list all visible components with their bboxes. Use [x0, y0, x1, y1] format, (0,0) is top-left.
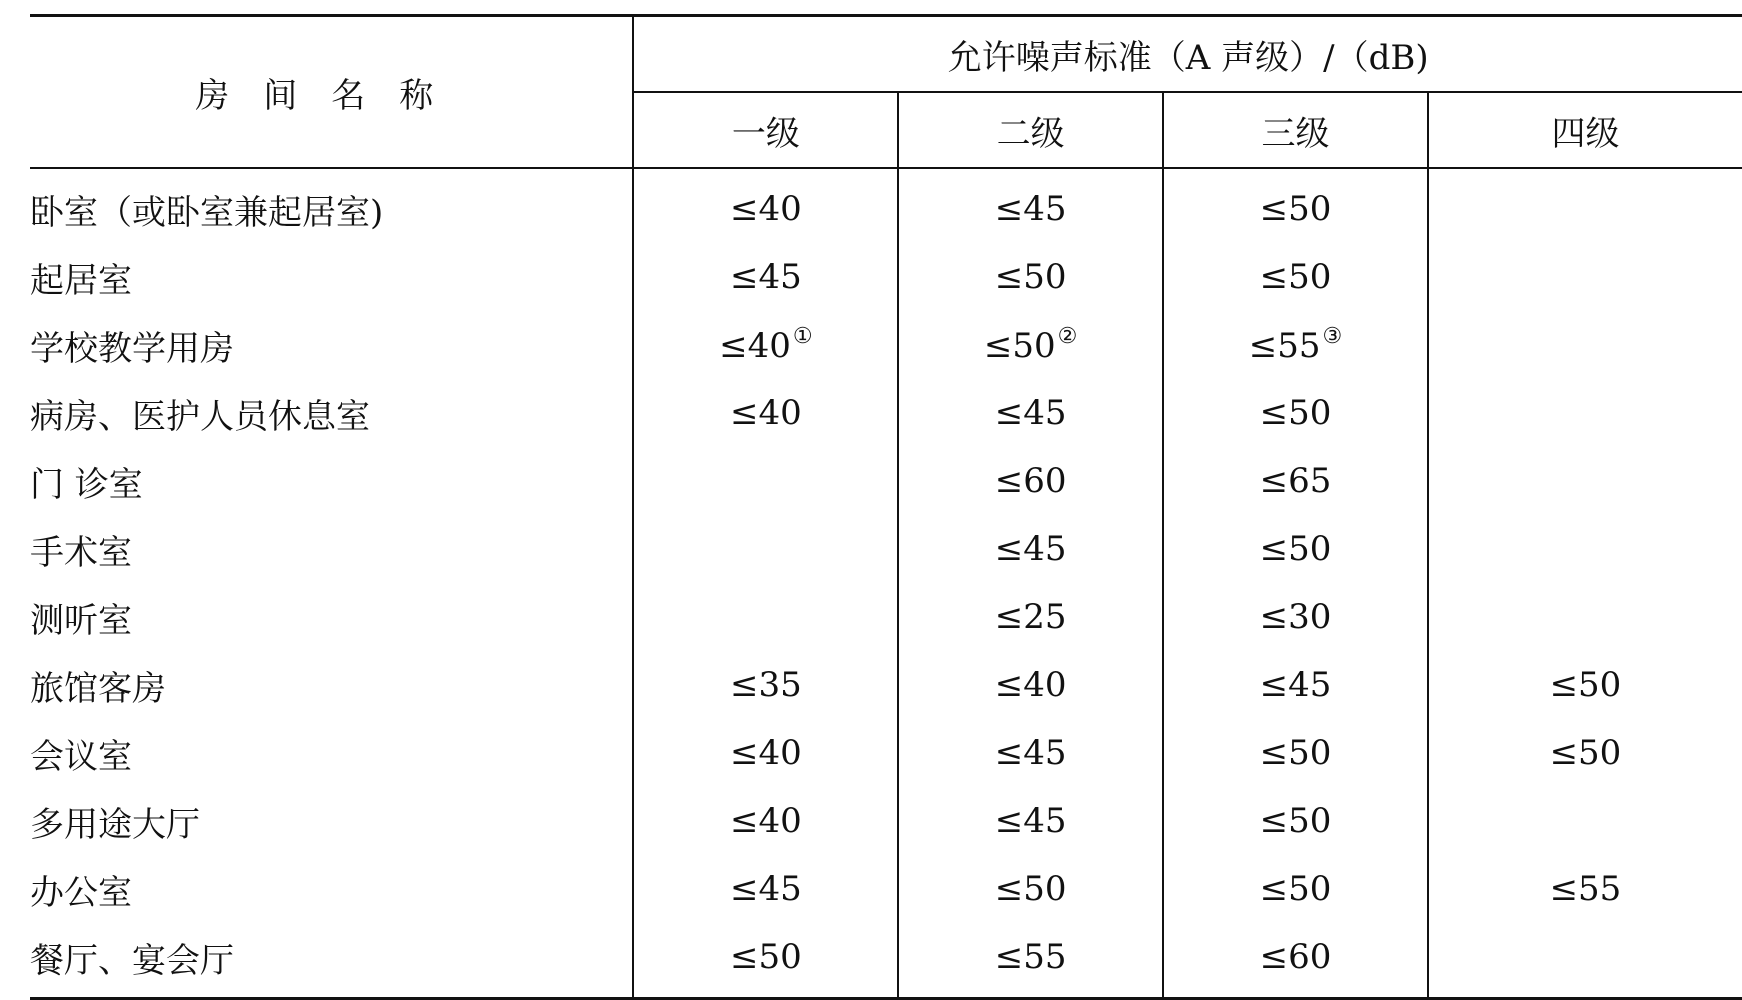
level-2-value-cell	[898, 243, 1163, 311]
level-1-value-cell	[633, 719, 898, 787]
noise-limit-value: ≤55	[1549, 869, 1622, 909]
noise-limit-value: ≤45	[729, 869, 802, 909]
room-name-cell: 办公室	[30, 872, 132, 913]
room-name-cell: 门 诊室	[30, 464, 143, 505]
level-1-value-cell	[633, 787, 898, 855]
noise-limit-value: ≤50	[1259, 257, 1332, 297]
table-row	[30, 379, 1742, 447]
level-3-value-cell	[1163, 923, 1428, 999]
table-row	[30, 719, 1742, 787]
level-3-value-cell	[1163, 787, 1428, 855]
noise-limit-value: ≤40	[729, 801, 802, 841]
noise-limit-value: ≤45	[994, 529, 1067, 569]
noise-limit-value: ≤45	[994, 801, 1067, 841]
level-1-value-cell	[633, 855, 898, 923]
room-name-cell: 起居室	[30, 260, 132, 301]
table-row	[30, 923, 1742, 999]
footnote-marker: ③	[1322, 324, 1343, 349]
noise-standard-table	[30, 14, 1742, 1000]
level-1-value-cell	[633, 583, 898, 651]
level-3-value-cell	[1163, 719, 1428, 787]
noise-limit-value: ≤40	[729, 393, 802, 433]
room-name-cell: 餐厅、宴会厅	[30, 940, 234, 981]
level-1-value-cell	[633, 379, 898, 447]
room-name-cell: 多用途大厅	[30, 804, 200, 845]
level-3-value-cell	[1163, 583, 1428, 651]
noise-limit-value: ≤25	[994, 597, 1067, 637]
noise-limit-value: ≤45	[994, 189, 1067, 229]
noise-limit-value: ≤40	[994, 665, 1067, 705]
level-1-value-cell	[633, 447, 898, 515]
level-4-value-cell	[1428, 311, 1742, 379]
room-name-cell: 旅馆客房	[30, 668, 166, 709]
room-name-cell: 学校教学用房	[30, 328, 234, 369]
noise-limit-value: ≤50	[1259, 801, 1332, 841]
level-4-value-cell	[1428, 243, 1742, 311]
level-3-header: 三级	[1163, 92, 1428, 168]
noise-limit-value: ≤50	[983, 326, 1056, 366]
level-2-value-cell	[898, 923, 1163, 999]
table-row	[30, 583, 1742, 651]
level-4-value-cell	[1428, 447, 1742, 515]
table-row	[30, 168, 1742, 243]
level-4-value-cell	[1428, 168, 1742, 243]
level-3-value-cell	[1163, 311, 1428, 379]
level-3-value-cell	[1163, 379, 1428, 447]
table-row	[30, 651, 1742, 719]
level-3-value-cell	[1163, 515, 1428, 583]
level-3-value-cell	[1163, 855, 1428, 923]
table-row	[30, 243, 1742, 311]
level-4-value-cell	[1428, 855, 1742, 923]
noise-limit-value: ≤45	[994, 393, 1067, 433]
footnote-marker: ①	[792, 324, 813, 349]
table-row	[30, 311, 1742, 379]
level-1-value-cell	[633, 651, 898, 719]
noise-limit-value: ≤50	[994, 869, 1067, 909]
level-2-value-cell	[898, 379, 1163, 447]
noise-limit-value: ≤40	[729, 189, 802, 229]
level-1-header: 一级	[633, 92, 898, 168]
noise-limit-value: ≤50	[1259, 529, 1332, 569]
level-4-value-cell	[1428, 583, 1742, 651]
noise-limit-value: ≤50	[1549, 665, 1622, 705]
noise-limit-value: ≤50	[1259, 733, 1332, 773]
noise-limit-value: ≤65	[1259, 461, 1332, 501]
noise-level-group-header: 允许噪声标准（A 声级）/（dB)	[633, 16, 1742, 93]
noise-limit-value: ≤30	[1259, 597, 1332, 637]
table-body	[30, 168, 1742, 999]
level-3-value-cell	[1163, 243, 1428, 311]
noise-limit-value: ≤45	[1259, 665, 1332, 705]
table-row	[30, 515, 1742, 583]
level-2-value-cell	[898, 719, 1163, 787]
level-4-value-cell	[1428, 923, 1742, 999]
level-4-value-cell	[1428, 651, 1742, 719]
noise-limit-value: ≤50	[1259, 869, 1332, 909]
room-name-header: 房间名称	[30, 16, 633, 169]
noise-limit-value: ≤40	[719, 326, 791, 366]
level-3-value-cell	[1163, 447, 1428, 515]
level-4-value-cell	[1428, 379, 1742, 447]
level-2-header: 二级	[898, 92, 1163, 168]
noise-limit-value: ≤50	[729, 937, 802, 977]
noise-limit-value: ≤35	[729, 665, 802, 705]
noise-limit-value: ≤55	[1248, 326, 1321, 366]
level-1-value-cell	[633, 243, 898, 311]
level-4-header: 四级	[1428, 92, 1742, 168]
level-2-value-cell	[898, 311, 1163, 379]
noise-limit-value: ≤50	[1549, 733, 1622, 773]
room-name-cell: 测听室	[30, 600, 132, 641]
level-1-value-cell	[633, 311, 898, 379]
level-2-value-cell	[898, 583, 1163, 651]
level-2-value-cell	[898, 168, 1163, 243]
level-4-value-cell	[1428, 787, 1742, 855]
noise-limit-value: ≤50	[1259, 189, 1332, 229]
table-row	[30, 855, 1742, 923]
level-2-value-cell	[898, 447, 1163, 515]
noise-limit-value: ≤45	[729, 257, 802, 297]
noise-limit-value: ≤40	[729, 733, 802, 773]
level-2-value-cell	[898, 855, 1163, 923]
level-1-value-cell	[633, 923, 898, 999]
noise-limit-value: ≤50	[994, 257, 1067, 297]
level-3-value-cell	[1163, 168, 1428, 243]
noise-limit-value: ≤60	[994, 461, 1067, 501]
level-2-value-cell	[898, 651, 1163, 719]
room-name-cell: 会议室	[30, 736, 132, 777]
room-name-cell: 手术室	[30, 532, 132, 573]
table-row	[30, 787, 1742, 855]
room-name-cell: 卧室（或卧室兼起居室)	[30, 192, 384, 233]
level-4-value-cell	[1428, 515, 1742, 583]
level-2-value-cell	[898, 515, 1163, 583]
level-3-value-cell	[1163, 651, 1428, 719]
level-1-value-cell	[633, 515, 898, 583]
level-2-value-cell	[898, 787, 1163, 855]
noise-limit-value: ≤50	[1259, 393, 1332, 433]
table-row	[30, 447, 1742, 515]
level-4-value-cell	[1428, 719, 1742, 787]
level-1-value-cell	[633, 168, 898, 243]
noise-limit-value: ≤45	[994, 733, 1067, 773]
footnote-marker: ②	[1057, 324, 1078, 349]
room-name-cell: 病房、医护人员休息室	[30, 396, 370, 437]
noise-limit-value: ≤55	[994, 937, 1067, 977]
noise-limit-value: ≤60	[1259, 937, 1332, 977]
